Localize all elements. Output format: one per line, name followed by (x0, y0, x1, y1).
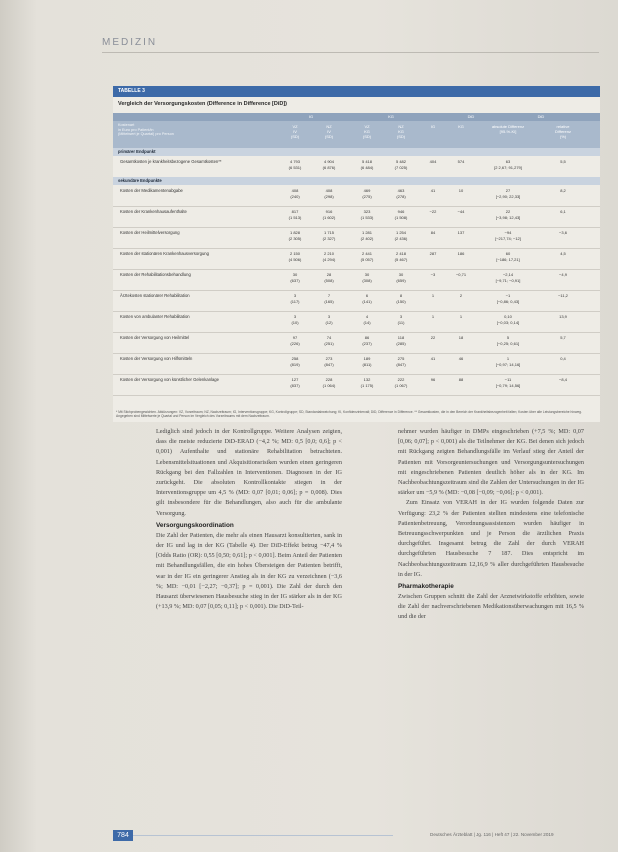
table-cell: 2 441 (5 057) (360, 251, 374, 262)
table-cell: 323 (1 533) (360, 209, 374, 220)
table-cell: 0,4 (560, 356, 566, 361)
col-header: NZ IV (SD) (324, 124, 334, 139)
table-cell: −44 (457, 209, 465, 214)
col-header: KG (458, 124, 464, 129)
table-cell: 96 (430, 377, 436, 382)
row-label: Kosten der Heilmittelversorgung (120, 230, 180, 235)
paragraph: nehmer wurden häufiger in DMPs eingeschrieben (+7,5 %; MD: 0,07 [0,06; 0,07]; p < 0,001) als die Teilnehmer der KG. Bei denen sich jedoch mit Rückgang zeigten Behandlungsfälle im Verlauf stieg der Anteil der Patienten mit Vorsorgeuntersuchungen und Versorgungsuntersuchungen mit eingeschriebenen Patienten deutlich höher als in der KG. Im Nachbeobachtungszeitraum sind die Zahlen der Untersuchungen in der IG stärker um −5,9 % (MD: −0,08 [−0,09; −0,06]; p < 0,001). (398, 428, 584, 497)
table-cell: 5,7 (560, 335, 566, 340)
table-3 (113, 86, 600, 422)
table-tag: TABELLE 3 (113, 86, 600, 97)
table-cell: 8,2 (560, 188, 566, 193)
table-cell: 30 (308) (362, 272, 372, 283)
table-cell: 3 (12) (325, 314, 333, 325)
row-label: Kosten der Versorgung von künstlicher Gelenkanlage (120, 377, 219, 382)
table-cell: −11 [−0,79; 14,56] (495, 377, 521, 388)
table-cell: 3 (117) (290, 293, 300, 304)
table-cell: 74 (251) (324, 335, 334, 346)
page-number: 784 (113, 830, 133, 841)
table-cell: 46 (458, 356, 464, 361)
footer-divider (133, 835, 393, 836)
table-group-header (113, 113, 600, 121)
table-cell: 408 (298) (324, 188, 334, 199)
row-label: Gesamtkosten je krankheitsbezogene Gesamtkosten** (120, 159, 222, 164)
col-header: NZ KG (SD) (396, 124, 406, 139)
table-cell: 1 (431, 293, 435, 298)
table-cell: 2 210 (4 294) (322, 251, 336, 262)
table-section-header: sekundäre Endpunkte (113, 177, 600, 185)
table-cell: 916 (1 602) (322, 209, 336, 220)
section-label: MEDIZIN (102, 37, 158, 48)
table-cell: 13,9 (559, 314, 567, 319)
row-label: Kosten von ambulanter Rehabilitation (120, 314, 190, 319)
section-heading: Versorgungskoordination (156, 521, 234, 529)
table-cell: 3 (11) (397, 314, 405, 325)
table-cell: −8,4 (559, 377, 567, 382)
section-heading: Pharmakotherapie (398, 583, 454, 591)
table-cell: 1 (431, 314, 435, 319)
row-label: Kosten der Versorgung von Heilmittel (120, 335, 190, 340)
table-cell: −1 [−0,86; 0,43] (496, 293, 520, 304)
table-cell: 5 482 (7 025) (394, 159, 408, 170)
table-cell: 30 (637) (290, 272, 300, 283)
group-header-did-1: DiD (467, 114, 475, 119)
table-row (113, 290, 600, 312)
table-cell: 5 [−0,25; 0,61] (496, 335, 520, 346)
table-cell: 404 (429, 159, 437, 164)
table-cell: 1 (459, 314, 463, 319)
table-cell: −3 (430, 272, 436, 277)
table-column-header (113, 121, 600, 148)
table-cell: 574 (457, 159, 465, 164)
table-cell: 2 418 (5 467) (394, 251, 408, 262)
table-cell: 5,5 (560, 159, 566, 164)
table-cell: −4,9 (559, 272, 567, 277)
paragraph: Lediglich sind jedoch in der Kontrollgruppe. Weitere Analysen zeigten, dass die meiste reduzierte DiD-ERAD (−4,2 %; MD: 0,5 [0,0; 0,6]; p < 0,001) Aufenthalte und stationäre Rehabilitation betrachteten. Lebensmittelsituationen und Akquisitionsrisiken wurden einen geringeren Rückgang bei den Fallzahlen in Interventionen. Diagnosen in der IG zurückgeht. Die absoluten Kontrollkontakte stiegen in der Interventionsgruppe um 4,5 % (MD: 0,07 [0,01; 0,06]; p = 0,008). Dies gilt insbesondere für die Behandlungen, also auch für die ambulante Versorgung. (156, 428, 342, 517)
table-cell: 86 (237) (362, 335, 372, 346)
table-cell: 4 793 (6 531) (288, 159, 302, 170)
paragraph: Zwischen Gruppen schnitt die Zahl der Arzneiwirkstoffe erhöhten, sowie die Zahl der nachverschriebenen Medikationsüberwachungen mit 16,5 % und die der (398, 593, 584, 621)
table-cell: 1 715 (2 327) (322, 230, 336, 241)
table-cell: 137 (457, 230, 465, 235)
table-cell: 1 [−0,97; 14,16] (495, 356, 521, 367)
table-footnote: * Mit Stichprobengewichten. Abkürzungen: VZ, Vorzeitraum; NZ, Nachzeitraum; IG, Interventionsgruppe; KG, Kontrollgruppe; SD, Standardabweichung; KI, Konfidenzintervall; DiD, Difference in Difference. ** Gesamtkosten, die in den Bereich der Krankheitsbezogenheit fallen; Kosten über alle Leistungsbereiche hinweg. Angegeben sind Mittelwerte je Quartal und Person im Vergleich des Vorzeitraums mit dem Nachzeitraum. (116, 410, 582, 418)
table-cell: 18 (458, 335, 464, 340)
table-cell: −0,71 (455, 272, 467, 277)
table-cell: 469 (275) (362, 188, 372, 199)
table-cell: −11,2 (558, 293, 568, 298)
table-row (113, 206, 600, 228)
table-row (113, 353, 600, 375)
table-cell: 275 (847) (396, 356, 406, 367)
table-cell: 4 (14) (363, 314, 371, 325)
table-cell: 7 (165) (324, 293, 334, 304)
col-header: VZ KG (SD) (362, 124, 372, 139)
table-cell: 946 (1 508) (394, 209, 408, 220)
col-header-lead: Kostenart in Euro pro Patient/in (Mittelwert je Quartal) pro Person (118, 123, 174, 136)
table-cell: 189 (811) (362, 356, 372, 367)
table-cell: 41 (430, 356, 436, 361)
footer-reference: Deutsches Ärzteblatt | Jg. 116 | Heft 47 | 22. November 2019 (430, 832, 554, 837)
table-cell: 127 (837) (290, 377, 300, 388)
table-cell: 6,1 (560, 209, 566, 214)
table-cell: 132 (1 175) (360, 377, 374, 388)
row-label: Kosten der Rehabilitationsbehandlung (120, 272, 191, 277)
row-label: Kosten der Krankenhausaufenthalte (120, 209, 187, 214)
col-header: relative Differenz (%) (555, 124, 571, 139)
table-cell: 2 150 (4 506) (288, 251, 302, 262)
table-row (113, 248, 600, 270)
row-label: Ärztekosten stationärer Rehabilitation (120, 293, 190, 298)
col-header: VZ IV (SD) (290, 124, 300, 139)
table-cell: 27 [−2,90; 22,33] (495, 188, 521, 199)
table-cell: 463 (278) (396, 188, 406, 199)
row-label: Kosten der stationären Krankenhausversorgung (120, 251, 209, 256)
group-header-did-2: DiD (537, 114, 545, 119)
table-cell: 2 (459, 293, 463, 298)
table-cell: 287 (429, 251, 437, 256)
table-cell: 408 (240) (290, 188, 300, 199)
table-cell: 41 (430, 188, 436, 193)
table-cell: 88 (458, 377, 464, 382)
table-cell: 273 (847) (324, 356, 334, 367)
table-cell: 228 (1 064) (322, 377, 336, 388)
table-cell: −22 (429, 209, 437, 214)
table-cell: 258 (819) (290, 356, 300, 367)
body-column-right (398, 427, 584, 623)
table-cell: 63 [2 2,67; 91,279] (494, 159, 522, 170)
table-cell: 84 (430, 230, 436, 235)
col-header: IG (430, 124, 436, 129)
paragraph: Die Zahl der Patienten, die mehr als einen Hausarzt konsultierten, sank in der IG und lag in der KG (Tabelle 4). Der DiD-Effekt betrug −47,4 % [Odds Ratio (OR): 0,55 [0,50; 0,61]; p < 0,001]. Beim Anteil der Patienten mit Behandlungsfällen, die ein hohes Übersteigen der Patienten betrifft, war in der IG ein geringerer Anstieg als in der KG zu verzeichnen (−3,6 %; MD: −0,01 [−2,27; −0,37]; p = 0,001). Die Zahl der durch den Hausarzt überwiesenen Hausbesuche stieg in der IG stärker als in der KG (+13,9 %; MD: 0,07 [0,05; 0,11]; p < 0,001). Die DiD-Teil- (156, 531, 342, 611)
table-cell: 222 (1 067) (394, 377, 408, 388)
header-divider (102, 52, 599, 53)
body-column-left (156, 427, 342, 612)
table-cell: 118 (285) (396, 335, 406, 346)
table-row (113, 156, 600, 178)
table-cell: 0,10 [−0,03; 0,14] (496, 314, 520, 325)
table-cell: 4 904 (6 876) (322, 159, 336, 170)
table-cell: 22 (430, 335, 436, 340)
group-header-ig: IG (308, 114, 314, 119)
table-row (113, 311, 600, 333)
table-cell: −94 [−217,74; −12] (495, 230, 521, 241)
table-cell: 3 (10) (291, 314, 299, 325)
table-row (113, 185, 600, 207)
table-row (113, 374, 600, 396)
group-header-kg: KG (388, 114, 394, 119)
row-label: Kosten der Versorgung von Hilfsmitteln (120, 356, 193, 361)
table-cell: 10 (458, 188, 464, 193)
table-cell: 5 418 (6 484) (360, 159, 374, 170)
table-cell: 28 (508) (324, 272, 334, 283)
table-cell: 97 (226) (290, 335, 300, 346)
table-row (113, 269, 600, 291)
table-cell: 22 [−3,98; 12,43] (495, 209, 521, 220)
table-cell: 8 (150) (396, 293, 406, 304)
table-cell: 4,5 (560, 251, 566, 256)
row-label: Kosten der Medikamentenabgabe (120, 188, 183, 193)
table-cell: 1 281 (2 402) (360, 230, 374, 241)
table-cell: −2,14 [−9,71; −0,91] (495, 272, 521, 283)
table-title: Vergleich der Versorgungskosten (Difference in Difference [DiD]) (118, 101, 288, 107)
table-section-header: primärer Endpunkt (113, 148, 600, 156)
table-cell: 186 (457, 251, 465, 256)
table-cell: 817 (1 513) (288, 209, 302, 220)
paragraph: Zum Einsatz von VERAH in der IG wurden folgende Daten zur Verfügung: 23,2 % der Patienten stellten mindestens eine telefonische Patientenbetreuung, Verordnungsassistenzen wurden häufiger in Betreuungsschwerpunkten und je Person die ärztlichen Praxis durchgeführt. Insgesamt betrug die Zahl der durch VERAH durchgeführten Hausbesuche 7 187. Dies entspricht im Nachbeobachtungszeitraum 12,16,9 % aller durchgeführten Hausbesuche in der IG. (398, 499, 584, 578)
table-cell: −3,6 (559, 230, 567, 235)
table-cell: 1 828 (2 305) (288, 230, 302, 241)
table-cell: 1 254 (2 436) (394, 230, 408, 241)
col-header: absolute Differenz [95-%-KI] (491, 124, 525, 134)
table-cell: 30 (659) (396, 272, 406, 283)
table-row (113, 227, 600, 249)
table-cell: 60 [−186; 17,21] (496, 251, 520, 262)
table-row (113, 332, 600, 354)
table-cell: 6 (141) (362, 293, 372, 304)
